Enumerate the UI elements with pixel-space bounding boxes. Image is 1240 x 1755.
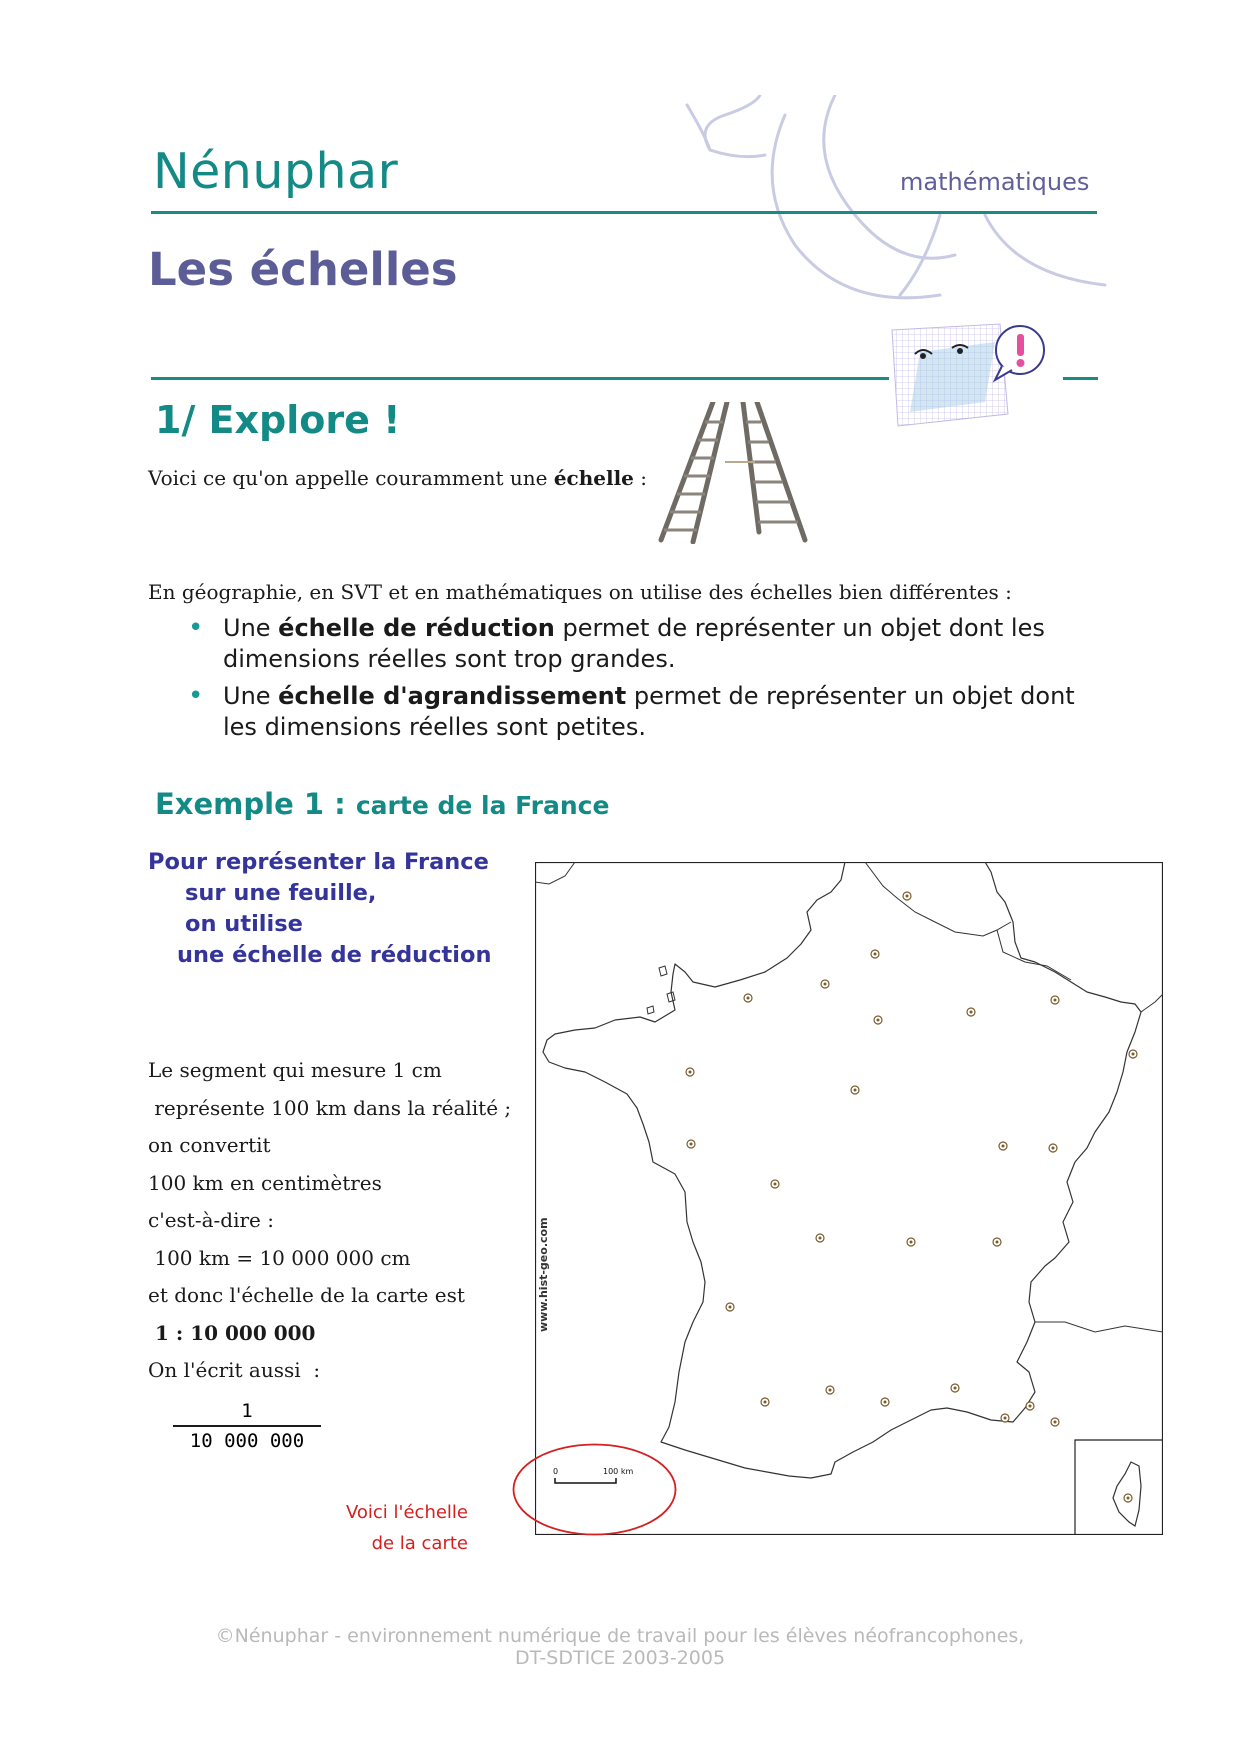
city-marker-dot xyxy=(1029,1405,1032,1408)
bullet-bold-term: échelle de réduction xyxy=(278,614,555,642)
city-marker-dot xyxy=(1054,999,1057,1002)
step-line: On l'écrit aussi : xyxy=(148,1358,321,1382)
bullet-icon: • xyxy=(188,681,204,711)
explanation-line: sur une feuille, xyxy=(185,880,377,906)
step-line: c'est-à-dire : xyxy=(148,1208,274,1232)
annotation-line: Voici l'échelle xyxy=(345,1502,468,1523)
header-divider xyxy=(151,211,1097,214)
city-marker-dot xyxy=(970,1011,973,1014)
intro-text: Voici ce qu'on appelle couramment une xyxy=(148,466,554,490)
footer-line: ©Nénuphar - environnement numérique de travail pour les élèves néofrancophones, xyxy=(215,1625,1025,1647)
city-marker-dot xyxy=(774,1183,777,1186)
city-marker-dot xyxy=(747,997,750,1000)
scale-ratio: 1 : 10 000 000 xyxy=(148,1320,316,1345)
city-marker-dot xyxy=(829,1389,832,1392)
city-marker-dot xyxy=(906,895,909,898)
step-line: 100 km en centimètres xyxy=(148,1170,382,1195)
explanation-line: on utilise xyxy=(185,911,303,937)
footer-copyright xyxy=(150,1625,1090,1669)
city-marker-dot xyxy=(854,1089,857,1092)
city-marker-dot xyxy=(996,1241,999,1244)
scale-types-list xyxy=(180,613,1100,749)
scale-annotation xyxy=(300,1497,468,1559)
city-marker-dot xyxy=(1054,1421,1057,1424)
fraction-denominator: 10 000 000 xyxy=(189,1430,305,1452)
bullet-text: Une xyxy=(223,682,279,710)
city-marker-dot xyxy=(910,1241,913,1244)
section-divider xyxy=(151,377,889,380)
intro-bold-word: échelle xyxy=(553,466,634,490)
list-item xyxy=(180,613,1100,675)
section-divider-end xyxy=(1063,377,1098,380)
map-frame xyxy=(536,863,1163,1535)
annotation-line: de la carte xyxy=(371,1533,468,1554)
subject-label: mathématiques xyxy=(900,168,1090,196)
scale-highlight-circle xyxy=(512,1443,677,1536)
bullet-text: permet de représenter un objet dont les dimensions réelles sont petites. xyxy=(223,682,1075,741)
mascot-illustration xyxy=(890,322,1065,430)
bullet-icon: • xyxy=(188,613,204,643)
example-heading xyxy=(155,787,609,821)
bullet-bold-term: échelle d'agrandissement xyxy=(278,682,627,710)
city-marker-dot xyxy=(1127,1497,1130,1500)
example-label: Exemple 1 : xyxy=(155,787,346,821)
france-map xyxy=(535,862,1163,1535)
fraction-numerator: 1 xyxy=(241,1400,253,1422)
reduction-explanation xyxy=(148,847,491,971)
bullet-text: Une xyxy=(223,614,279,642)
city-marker-dot xyxy=(824,983,827,986)
step-line: représente 100 km dans la réalité ; xyxy=(148,1095,512,1120)
step-line: 100 km = 10 000 000 cm xyxy=(148,1245,411,1270)
city-marker-dot xyxy=(819,1237,822,1240)
city-marker-dot xyxy=(1002,1145,1005,1148)
city-marker-dot xyxy=(729,1306,732,1309)
page-title: Les échelles xyxy=(148,243,458,296)
step-line: Le segment qui mesure 1 cm xyxy=(148,1058,442,1082)
city-marker-dot xyxy=(874,953,877,956)
city-marker-dot xyxy=(690,1143,693,1146)
list-item xyxy=(180,681,1100,743)
city-marker-dot xyxy=(877,1019,880,1022)
city-marker-dot xyxy=(1052,1147,1055,1150)
example-subtitle: carte de la France xyxy=(355,791,610,820)
section-heading: 1/ Explore ! xyxy=(155,398,401,442)
explanation-line: une échelle de réduction xyxy=(177,942,492,968)
city-marker-dot xyxy=(764,1401,767,1404)
city-marker-dot xyxy=(954,1387,957,1390)
geography-sentence: En géographie, en SVT et en mathématiques on utilise des échelles bien différentes : xyxy=(148,580,1012,604)
intro-text-end: : xyxy=(633,466,648,490)
city-marker-dot xyxy=(884,1401,887,1404)
map-watermark: www.hist-geo.com xyxy=(537,1217,550,1332)
scale-distance-label: 100 km xyxy=(603,1467,634,1476)
city-marker-dot xyxy=(1004,1417,1007,1420)
step-line: on convertit xyxy=(148,1133,271,1157)
ladder-image xyxy=(655,402,820,544)
decorative-swirl xyxy=(685,95,1110,335)
scale-zero-label: 0 xyxy=(553,1467,559,1476)
bullet-text: permet de représenter un objet dont les dimensions réelles sont trop grandes. xyxy=(223,614,1045,673)
city-marker-dot xyxy=(1132,1053,1135,1056)
footer-line: DT-SDTICE 2003-2005 xyxy=(514,1647,726,1669)
explanation-line: Pour représenter la France xyxy=(148,849,489,875)
step-line: et donc l'échelle de la carte est xyxy=(148,1283,465,1307)
city-marker-dot xyxy=(689,1071,692,1074)
scale-fraction xyxy=(173,1397,321,1455)
conversion-steps xyxy=(148,1052,511,1390)
intro-sentence xyxy=(148,466,647,490)
brand-name: Nénuphar xyxy=(153,143,399,200)
